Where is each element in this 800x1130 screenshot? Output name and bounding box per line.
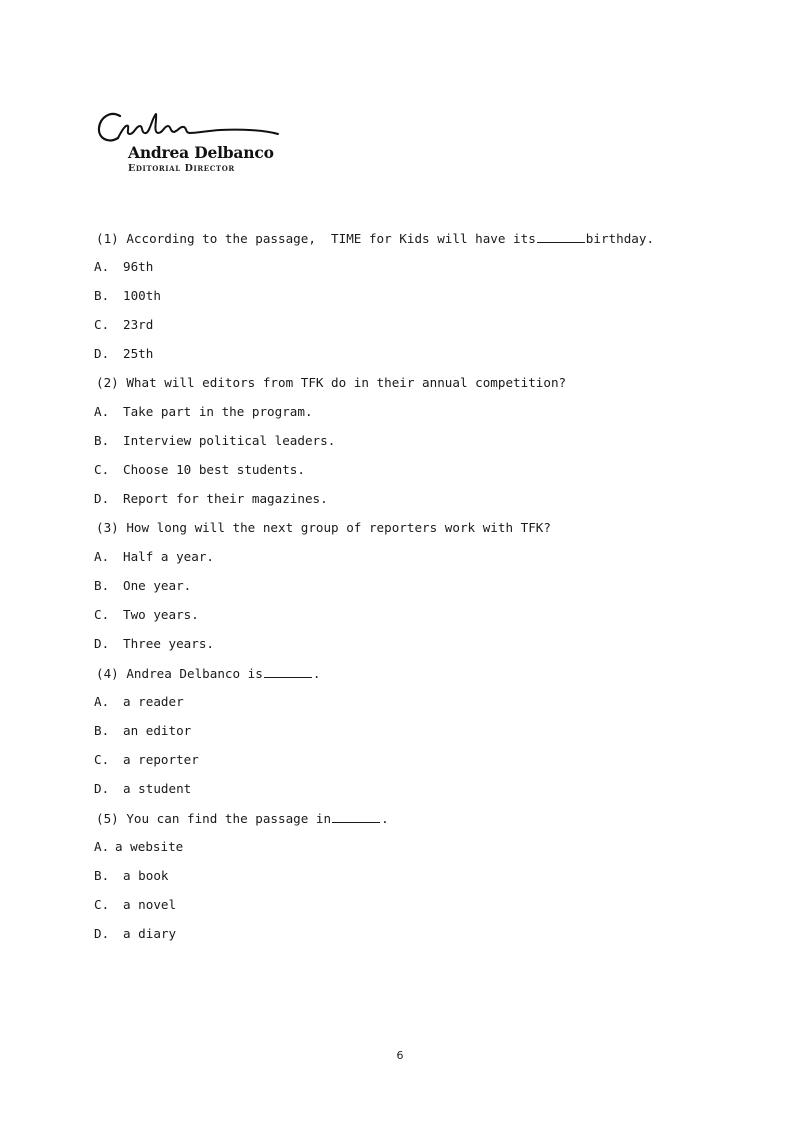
option-text: 25th xyxy=(123,346,154,361)
question-1 xyxy=(94,228,714,257)
option-text: a reporter xyxy=(123,752,199,767)
option-letter: C. xyxy=(94,607,110,622)
answer-blank xyxy=(264,663,312,678)
answer-blank xyxy=(332,808,380,823)
option-5c xyxy=(94,895,714,924)
question-3 xyxy=(94,518,714,547)
answer-blank xyxy=(537,228,585,243)
option-3d xyxy=(94,634,714,663)
question-number: (3) xyxy=(96,520,119,535)
question-number: (5) xyxy=(96,811,119,826)
question-text-end: . xyxy=(381,811,389,826)
signature-block xyxy=(96,104,296,180)
question-text: You can find the passage in xyxy=(126,811,332,826)
option-text: Three years. xyxy=(123,636,214,651)
option-letter: C. xyxy=(94,752,110,767)
question-text: What will editors from TFK do in their annual competition? xyxy=(126,375,567,390)
option-text: Report for their magazines. xyxy=(123,491,328,506)
option-1d xyxy=(94,344,714,373)
option-letter: D. xyxy=(94,346,110,361)
option-letter: A. xyxy=(94,259,110,274)
option-2c xyxy=(94,460,714,489)
question-text: Andrea Delbanco is xyxy=(126,666,263,681)
option-4b xyxy=(94,721,714,750)
option-5a xyxy=(94,837,714,866)
option-3a xyxy=(94,547,714,576)
question-text: How long will the next group of reporters work with TFK? xyxy=(126,520,551,535)
option-text: a novel xyxy=(123,897,177,912)
option-text: One year. xyxy=(123,578,192,593)
signature-name: Andrea Delbanco xyxy=(128,143,274,162)
option-letter: C. xyxy=(94,317,110,332)
question-text-end: . xyxy=(312,666,321,681)
option-2d xyxy=(94,489,714,518)
option-letter: D. xyxy=(94,926,110,941)
option-letter: B. xyxy=(94,288,110,303)
option-letter: A. xyxy=(94,694,110,709)
option-5d xyxy=(94,924,714,953)
option-4a xyxy=(94,692,714,721)
option-text: an editor xyxy=(123,723,192,738)
option-text: a student xyxy=(123,781,192,796)
option-letter: D. xyxy=(94,491,110,506)
option-1a xyxy=(94,257,714,286)
question-4 xyxy=(94,663,714,692)
option-text: 100th xyxy=(123,288,161,303)
option-letter: C. xyxy=(94,462,110,477)
option-2a xyxy=(94,402,714,431)
question-number: (4) xyxy=(96,666,119,681)
option-letter: B. xyxy=(94,433,110,448)
option-text: a reader xyxy=(123,694,184,709)
option-text: Half a year. xyxy=(123,549,214,564)
option-letter: B. xyxy=(94,578,110,593)
question-5 xyxy=(94,808,714,837)
question-number: (2) xyxy=(96,375,119,390)
question-2 xyxy=(94,373,714,402)
option-text: 96th xyxy=(123,259,154,274)
option-letter: B. xyxy=(94,723,110,738)
page-number: 6 xyxy=(396,1049,404,1062)
option-text: 23rd xyxy=(123,317,154,332)
question-text: According to the passage, TIME for Kids will have its xyxy=(126,231,536,246)
option-3b xyxy=(94,576,714,605)
option-1b xyxy=(94,286,714,315)
quiz-section xyxy=(94,228,714,953)
option-text: Choose 10 best students. xyxy=(123,462,305,477)
option-4c xyxy=(94,750,714,779)
question-text-end: birthday. xyxy=(585,231,655,246)
option-text: a website xyxy=(115,839,184,854)
option-1c xyxy=(94,315,714,344)
option-text: a book xyxy=(123,868,169,883)
option-letter: A. xyxy=(94,549,110,564)
option-letter: B. xyxy=(94,868,110,883)
option-text: Take part in the program. xyxy=(123,404,313,419)
option-letter: A. xyxy=(94,839,110,854)
option-letter: A. xyxy=(94,404,110,419)
signature-title: Editorial Director xyxy=(128,163,235,174)
option-text: Two years. xyxy=(123,607,199,622)
option-text: a diary xyxy=(123,926,177,941)
option-text: Interview political leaders. xyxy=(123,433,336,448)
option-letter: D. xyxy=(94,636,110,651)
option-letter: C. xyxy=(94,897,110,912)
option-4d xyxy=(94,779,714,808)
option-5b xyxy=(94,866,714,895)
option-3c xyxy=(94,605,714,634)
option-2b xyxy=(94,431,714,460)
question-number: (1) xyxy=(96,231,119,246)
option-letter: D. xyxy=(94,781,110,796)
